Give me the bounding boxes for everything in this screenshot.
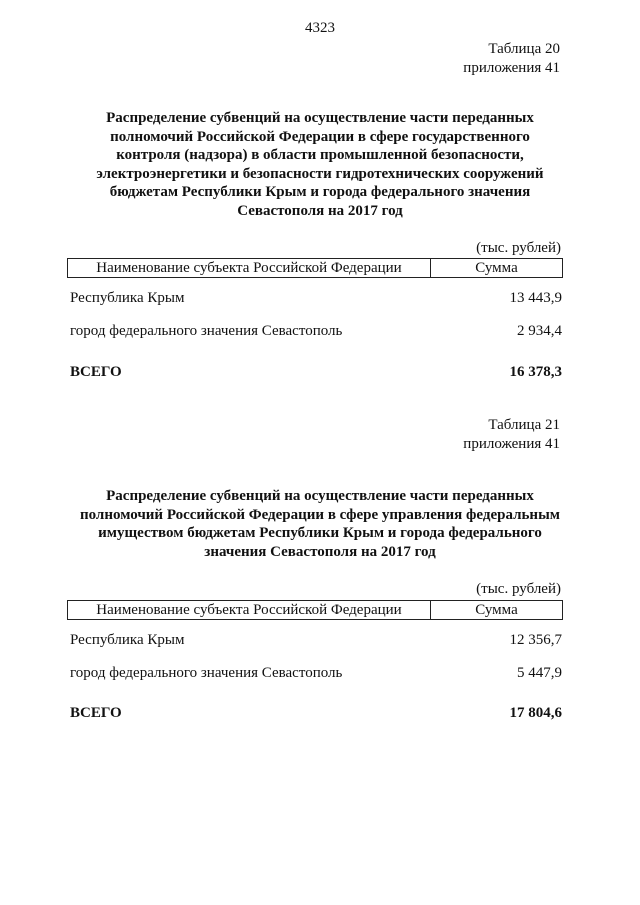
- title-line: Севастополя на 2017 год: [237, 202, 403, 219]
- table-row: [70, 323, 562, 340]
- column-header-sum: Сумма: [475, 260, 518, 276]
- column-header-sum: Сумма: [475, 602, 518, 618]
- title-line: имуществом бюджетам Республики Крым и города федерального: [98, 525, 542, 541]
- appendix-number: приложения 41: [463, 60, 560, 76]
- table-20-header: [67, 258, 563, 278]
- total-label: ВСЕГО: [70, 705, 122, 721]
- amount-value: 2 934,4: [517, 323, 562, 339]
- column-header-name: Наименование субъекта Российской Федерации: [68, 259, 431, 277]
- region-name: Республика Крым: [70, 290, 185, 306]
- title-line: Распределение субвенций на осуществление части переданных: [106, 110, 534, 126]
- total-value: 16 378,3: [509, 364, 562, 380]
- table-row: [70, 632, 562, 649]
- amount-value: 5 447,9: [517, 665, 562, 681]
- column-header-name: Наименование субъекта Российской Федерации: [68, 601, 431, 619]
- region-name: город федерального значения Севастополь: [70, 665, 343, 681]
- table-20-title: [70, 109, 570, 220]
- table-total-row: [70, 705, 562, 722]
- title-line: полномочий Российской Федерации в сфере управления федеральным: [79, 506, 561, 523]
- page-number: 4323: [305, 20, 335, 36]
- title-line: электроэнергетики и безопасности гидротехнических сооружений: [96, 165, 544, 182]
- table-number: Таблица 21: [488, 417, 560, 433]
- title-line: полномочий Российской Федерации в сфере государственного: [110, 128, 530, 145]
- amount-value: 12 356,7: [509, 632, 562, 648]
- title-line: контроля (надзора) в области промышленной безопасности,: [116, 147, 524, 163]
- title-line: Распределение субвенций на осуществление части переданных: [106, 488, 534, 504]
- table-row: [70, 290, 562, 307]
- table-21-reference: [463, 416, 560, 454]
- title-line: значения Севастополя на 2017 год: [204, 543, 436, 560]
- region-name: Республика Крым: [70, 632, 185, 648]
- table-21-header: [67, 600, 563, 620]
- unit-label: (тыс. рублей): [476, 581, 561, 597]
- total-value: 17 804,6: [509, 705, 562, 721]
- table-number: Таблица 20: [488, 41, 560, 57]
- table-21-title: [70, 487, 570, 561]
- title-line: бюджетам Республики Крым и города федерального значения: [109, 184, 531, 200]
- region-name: город федерального значения Севастополь: [70, 323, 343, 339]
- table-row: [70, 665, 562, 682]
- appendix-number: приложения 41: [463, 436, 560, 452]
- unit-label: (тыс. рублей): [476, 240, 561, 256]
- amount-value: 13 443,9: [509, 290, 562, 306]
- table-20-reference: [463, 40, 560, 78]
- table-total-row: [70, 364, 562, 381]
- total-label: ВСЕГО: [70, 364, 122, 380]
